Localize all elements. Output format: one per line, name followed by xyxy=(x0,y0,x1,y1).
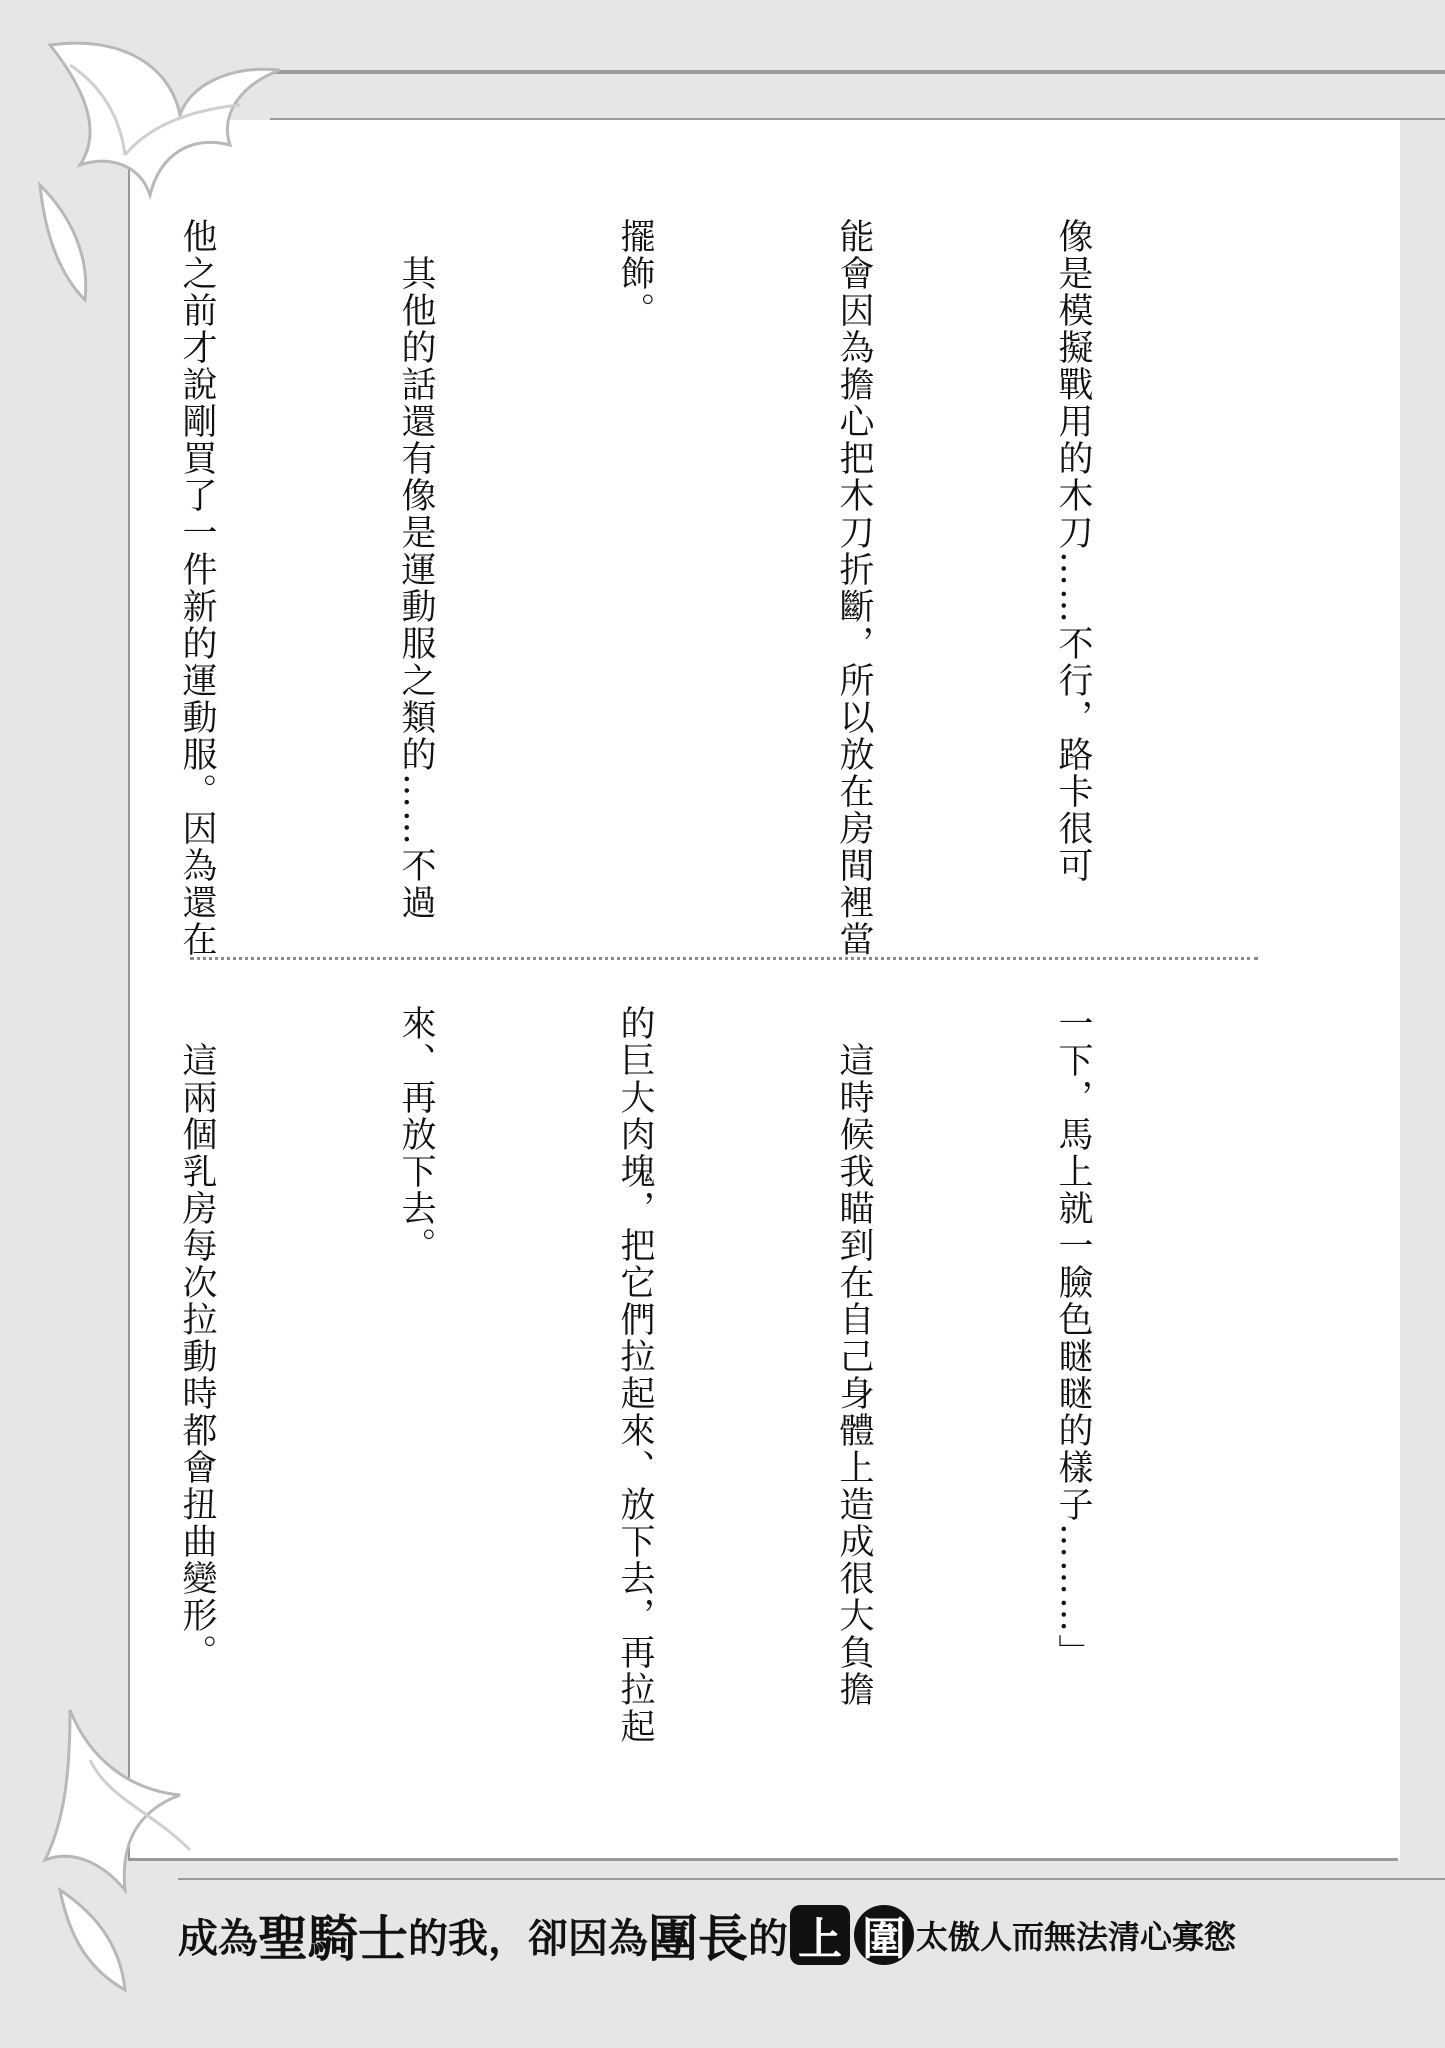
text-column: 其他的話還有像是運動服之類的……不過 xyxy=(396,218,436,921)
text-column: 擺飾。 xyxy=(615,218,655,329)
title-part: 成為 xyxy=(178,1915,258,1962)
text-column: 這時候我瞄到在自己身體上造成很大負擔 xyxy=(834,1005,874,1708)
text-column: 像是模擬戰用的木刀……不行，路卡很可 xyxy=(1053,218,1093,884)
frame-top-line xyxy=(270,70,1445,74)
title-badge: 上 xyxy=(790,1905,850,1965)
title-badge: 圍 xyxy=(854,1905,914,1965)
frame-top-line-inner xyxy=(270,118,1445,120)
text-column: 他之前才說剛買了一件新的運動服。因為還在 xyxy=(177,218,217,958)
lower-text-block xyxy=(0,1005,1255,1825)
text-column xyxy=(0,1005,14,1825)
title-part-small: 太傲人而無法清心寡慾 xyxy=(916,1918,1237,1956)
frame-footer-line xyxy=(178,1878,1445,1880)
frame-bottom-line xyxy=(128,1858,1398,1861)
upper-text-block xyxy=(0,218,1255,958)
dotted-divider xyxy=(190,957,1258,960)
title-part-emphasis: 團長 xyxy=(648,1910,748,1968)
title-part: 的我，卻因為 xyxy=(408,1915,648,1962)
text-column: 來、再放下去。 xyxy=(396,1005,436,1264)
title-part: 的 xyxy=(748,1915,788,1962)
text-column: 的巨大肉塊，把它們拉起來、放下去，再拉起 xyxy=(615,1005,655,1745)
text-column: 一下，馬上就一臉色瞇瞇的樣子………」 xyxy=(1053,1005,1093,1671)
book-title-footer xyxy=(178,1895,1328,1975)
text-column xyxy=(0,218,14,918)
title-part-emphasis: 聖騎士 xyxy=(258,1910,408,1968)
text-column: 這兩個乳房每次拉動時都會扭曲變形。 xyxy=(177,1005,217,1671)
text-column: 能會因為擔心把木刀折斷，所以放在房間裡當 xyxy=(834,218,874,958)
